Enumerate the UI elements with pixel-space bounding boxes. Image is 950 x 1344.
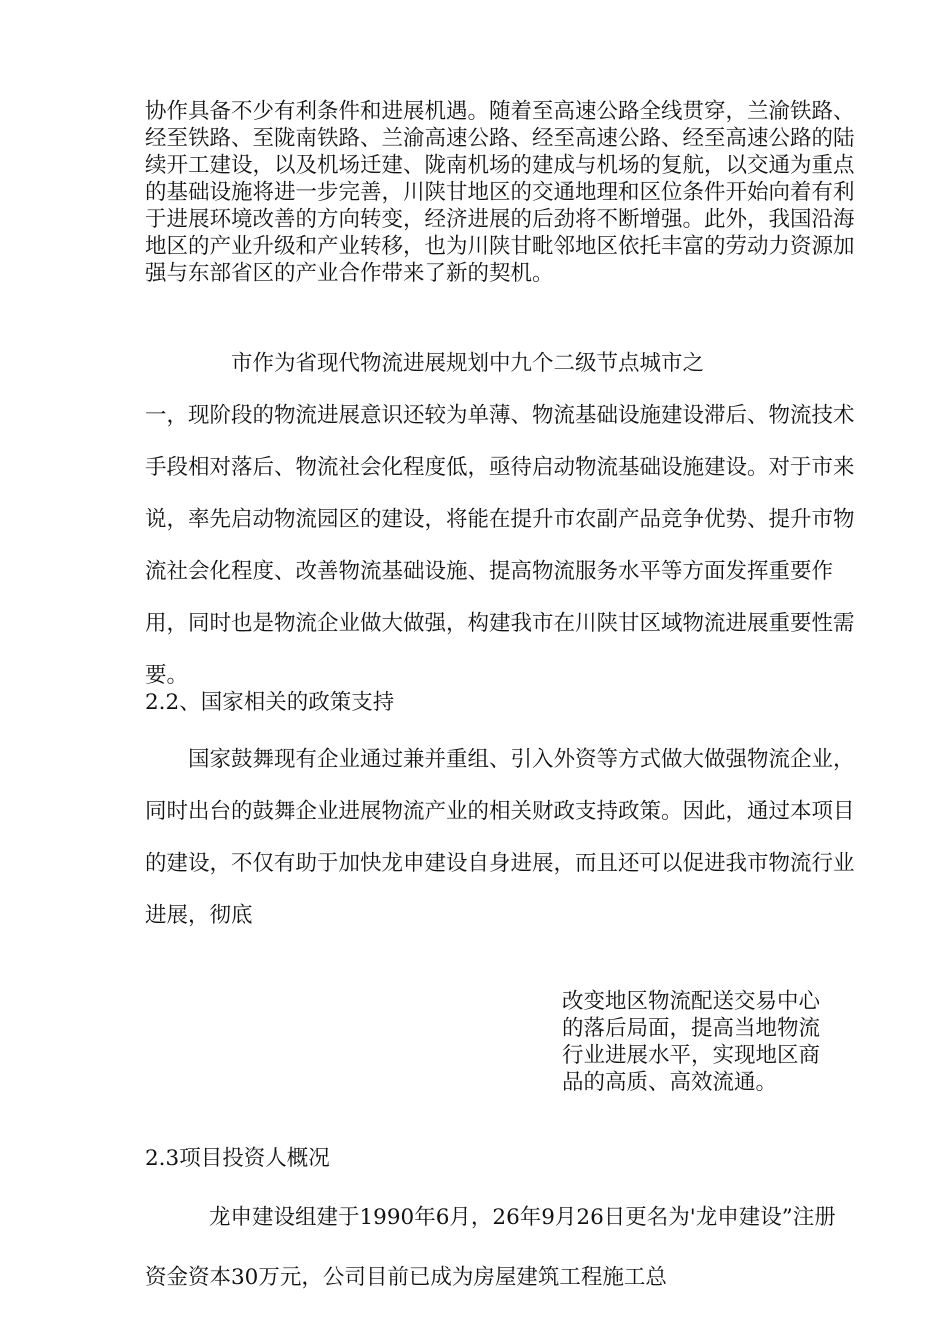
- logistics-paragraph-body: 一，现阶段的物流进展意识还较为单薄、物流基础设施建设滞后、物流技术手段相对落后、物流社会化程度低，亟待启动物流基础设施建设。对于市来说，率先启动物流园区的建设，将能在提升市农副产品竞争优势、提升市物流社会化程度、改善物流基础设施、提高物流服务水平等方面发挥重要作用，同时也是物流企业做大做强，构建我市在川陕甘区域物流进展重要性需要。: [145, 403, 855, 688]
- logistics-paragraph-first-line: 市作为省现代物流进展规划中九个二级节点城市之: [231, 351, 705, 376]
- policy-paragraph: 国家鼓舞现有企业通过兼并重组、引入外资等方式做大做强物流企业，同时出台的鼓舞企业进展物流产业的相关财政支持政策。因此，通过本项目的建设，不仅有助于加快龙申建设自身进展，而且还可以促进我市物流行业进展，彻底: [145, 747, 855, 928]
- logistics-paragraph: [145, 338, 855, 702]
- section-2-3-heading: 2.3项目投资人概况: [145, 1146, 330, 1171]
- intro-paragraph: 协作具备不少有利条件和进展机遇。随着至高速公路全线贯穿，兰渝铁路、经至铁路、至陇南铁路、兰渝高速公路、经至高速公路、经至高速公路的陆续开工建设，以及机场迁建、陇南机场的建成与机场的复航，以交通为重点的基础设施将进一步完善，川陕甘地区的交通地理和区位条件开始向着有利于进展环境改善的方向转变，经济进展的后劲将不断增强。此外，我国沿海地区的产业升级和产业转移，也为川陕甘毗邻地区依托丰富的劳动力资源加强与东部省区的产业合作带来了新的契机。: [145, 99, 855, 286]
- floating-text-box: 改变地区物流配送交易中心的落后局面，提高当地物流行业进展水平，实现地区商品的高质、高效流通。: [562, 989, 821, 1095]
- section-2-2-heading: 2.2、国家相关的政策支持: [145, 690, 395, 715]
- investor-paragraph: 龙申建设组建于1990年6月，26年9月26日更名为'龙申建设”注册资金资本30万元，公司目前已成为房屋建筑工程施工总: [145, 1205, 836, 1290]
